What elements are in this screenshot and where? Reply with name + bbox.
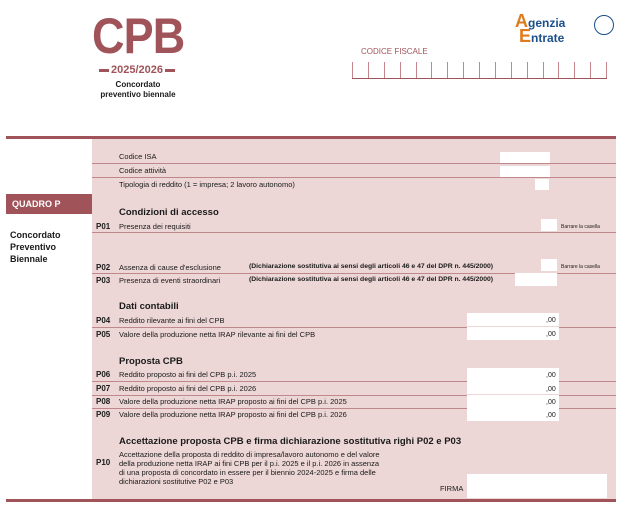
p07-cents: ,00 — [546, 386, 556, 393]
p06-label: Reddito proposto ai fini del CPB p.i. 2025 — [119, 370, 257, 379]
quadro-subtitle: Concordato Preventivo Biennale — [10, 230, 61, 264]
p08-label: Valore della produzione netta IRAP proposto ai fini del CPB p.i. 2025 — [119, 397, 347, 406]
p06-code: P06 — [96, 370, 111, 379]
p05-label: Valore della produzione netta IRAP rilevante ai fini del CPB — [119, 330, 316, 339]
p03-input[interactable] — [515, 273, 557, 286]
codice-attivita-label: Codice attività — [119, 166, 167, 175]
section-proposta: Proposta CPB — [119, 356, 183, 367]
p01-label: Presenza dei requisiti — [119, 222, 191, 231]
firma-input[interactable] — [467, 474, 607, 498]
p04-code: P04 — [96, 316, 111, 325]
republic-seal-icon — [594, 15, 614, 35]
p02-checkbox[interactable] — [541, 259, 557, 271]
section-dati: Dati contabili — [119, 301, 179, 312]
p09-code: P09 — [96, 410, 111, 419]
p04-cents: ,00 — [546, 317, 556, 324]
p05-code: P05 — [96, 330, 111, 339]
tipologia-input[interactable] — [535, 179, 549, 190]
p02-declaration: (Dichiarazione sostitutiva ai sensi degli articoli 46 e 47 del DPR n. 445/2000) — [249, 263, 494, 270]
p07-code: P07 — [96, 384, 111, 393]
agenzia-entrate-logo: Agenzia Entrate — [515, 11, 566, 46]
p06-cents: ,00 — [546, 372, 556, 379]
logo-subtitle: Concordato preventivo biennale — [100, 80, 176, 99]
p05-cents: ,00 — [546, 331, 556, 338]
codice-fiscale-label: CODICE FISCALE — [361, 47, 428, 56]
codice-attivita-input[interactable] — [500, 166, 550, 177]
codice-fiscale-input[interactable] — [352, 62, 607, 79]
p07-label: Reddito proposto ai fini del CPB p.i. 2026 — [119, 384, 257, 393]
divider — [92, 163, 616, 164]
p08-code: P08 — [96, 397, 111, 406]
p02-label: Assenza di cause d'esclusione — [119, 263, 221, 272]
form-bottom-border — [6, 499, 616, 502]
years-label: 2025/2026 — [93, 64, 181, 76]
p04-label: Reddito rilevante ai fini del CPB — [119, 316, 225, 325]
p01-code: P01 — [96, 222, 111, 231]
codice-isa-label: Codice ISA — [119, 152, 157, 161]
p10-text: Accettazione della proposta di reddito di impresa/lavoro autonomo e del valore della produzione netta IRAP ai fini CPB per il p.i. 2025 e il p.i. 2026 in assenza di una proposta di concordato in essere per il biennio 2024-2025 e firma delle dichiarazioni sostitutive P02 e P03 — [119, 450, 380, 486]
p10-code: P10 — [96, 458, 111, 467]
p01-checkbox[interactable] — [541, 219, 557, 231]
p08-cents: ,00 — [546, 399, 556, 406]
p03-label: Presenza di eventi straordinari — [119, 276, 221, 285]
p09-label: Valore della produzione netta IRAP proposto ai fini del CPB p.i. 2026 — [119, 410, 347, 419]
p09-cents: ,00 — [546, 412, 556, 419]
codice-isa-input[interactable] — [500, 152, 550, 163]
section-accettazione: Accettazione proposta CPB e firma dichiarazione sostitutiva righi P02 e P03 — [119, 436, 462, 447]
section-condizioni: Condizioni di accesso — [119, 207, 219, 218]
p01-note: Barrare la casella — [561, 224, 600, 230]
divider — [92, 232, 616, 233]
p02-note: Barrare la casella — [561, 264, 600, 270]
tipologia-label: Tipologia di reddito (1 = impresa; 2 lavoro autonomo) — [119, 180, 295, 189]
p03-code: P03 — [96, 276, 111, 285]
p03-declaration: (Dichiarazione sostitutiva ai sensi degli articoli 46 e 47 del DPR n. 445/2000) — [249, 276, 494, 283]
p02-code: P02 — [96, 263, 111, 272]
quadro-title: QUADRO P — [6, 194, 92, 214]
firma-label: FIRMA — [440, 484, 464, 493]
divider — [92, 177, 616, 178]
cpb-logo: CPB — [92, 8, 185, 64]
